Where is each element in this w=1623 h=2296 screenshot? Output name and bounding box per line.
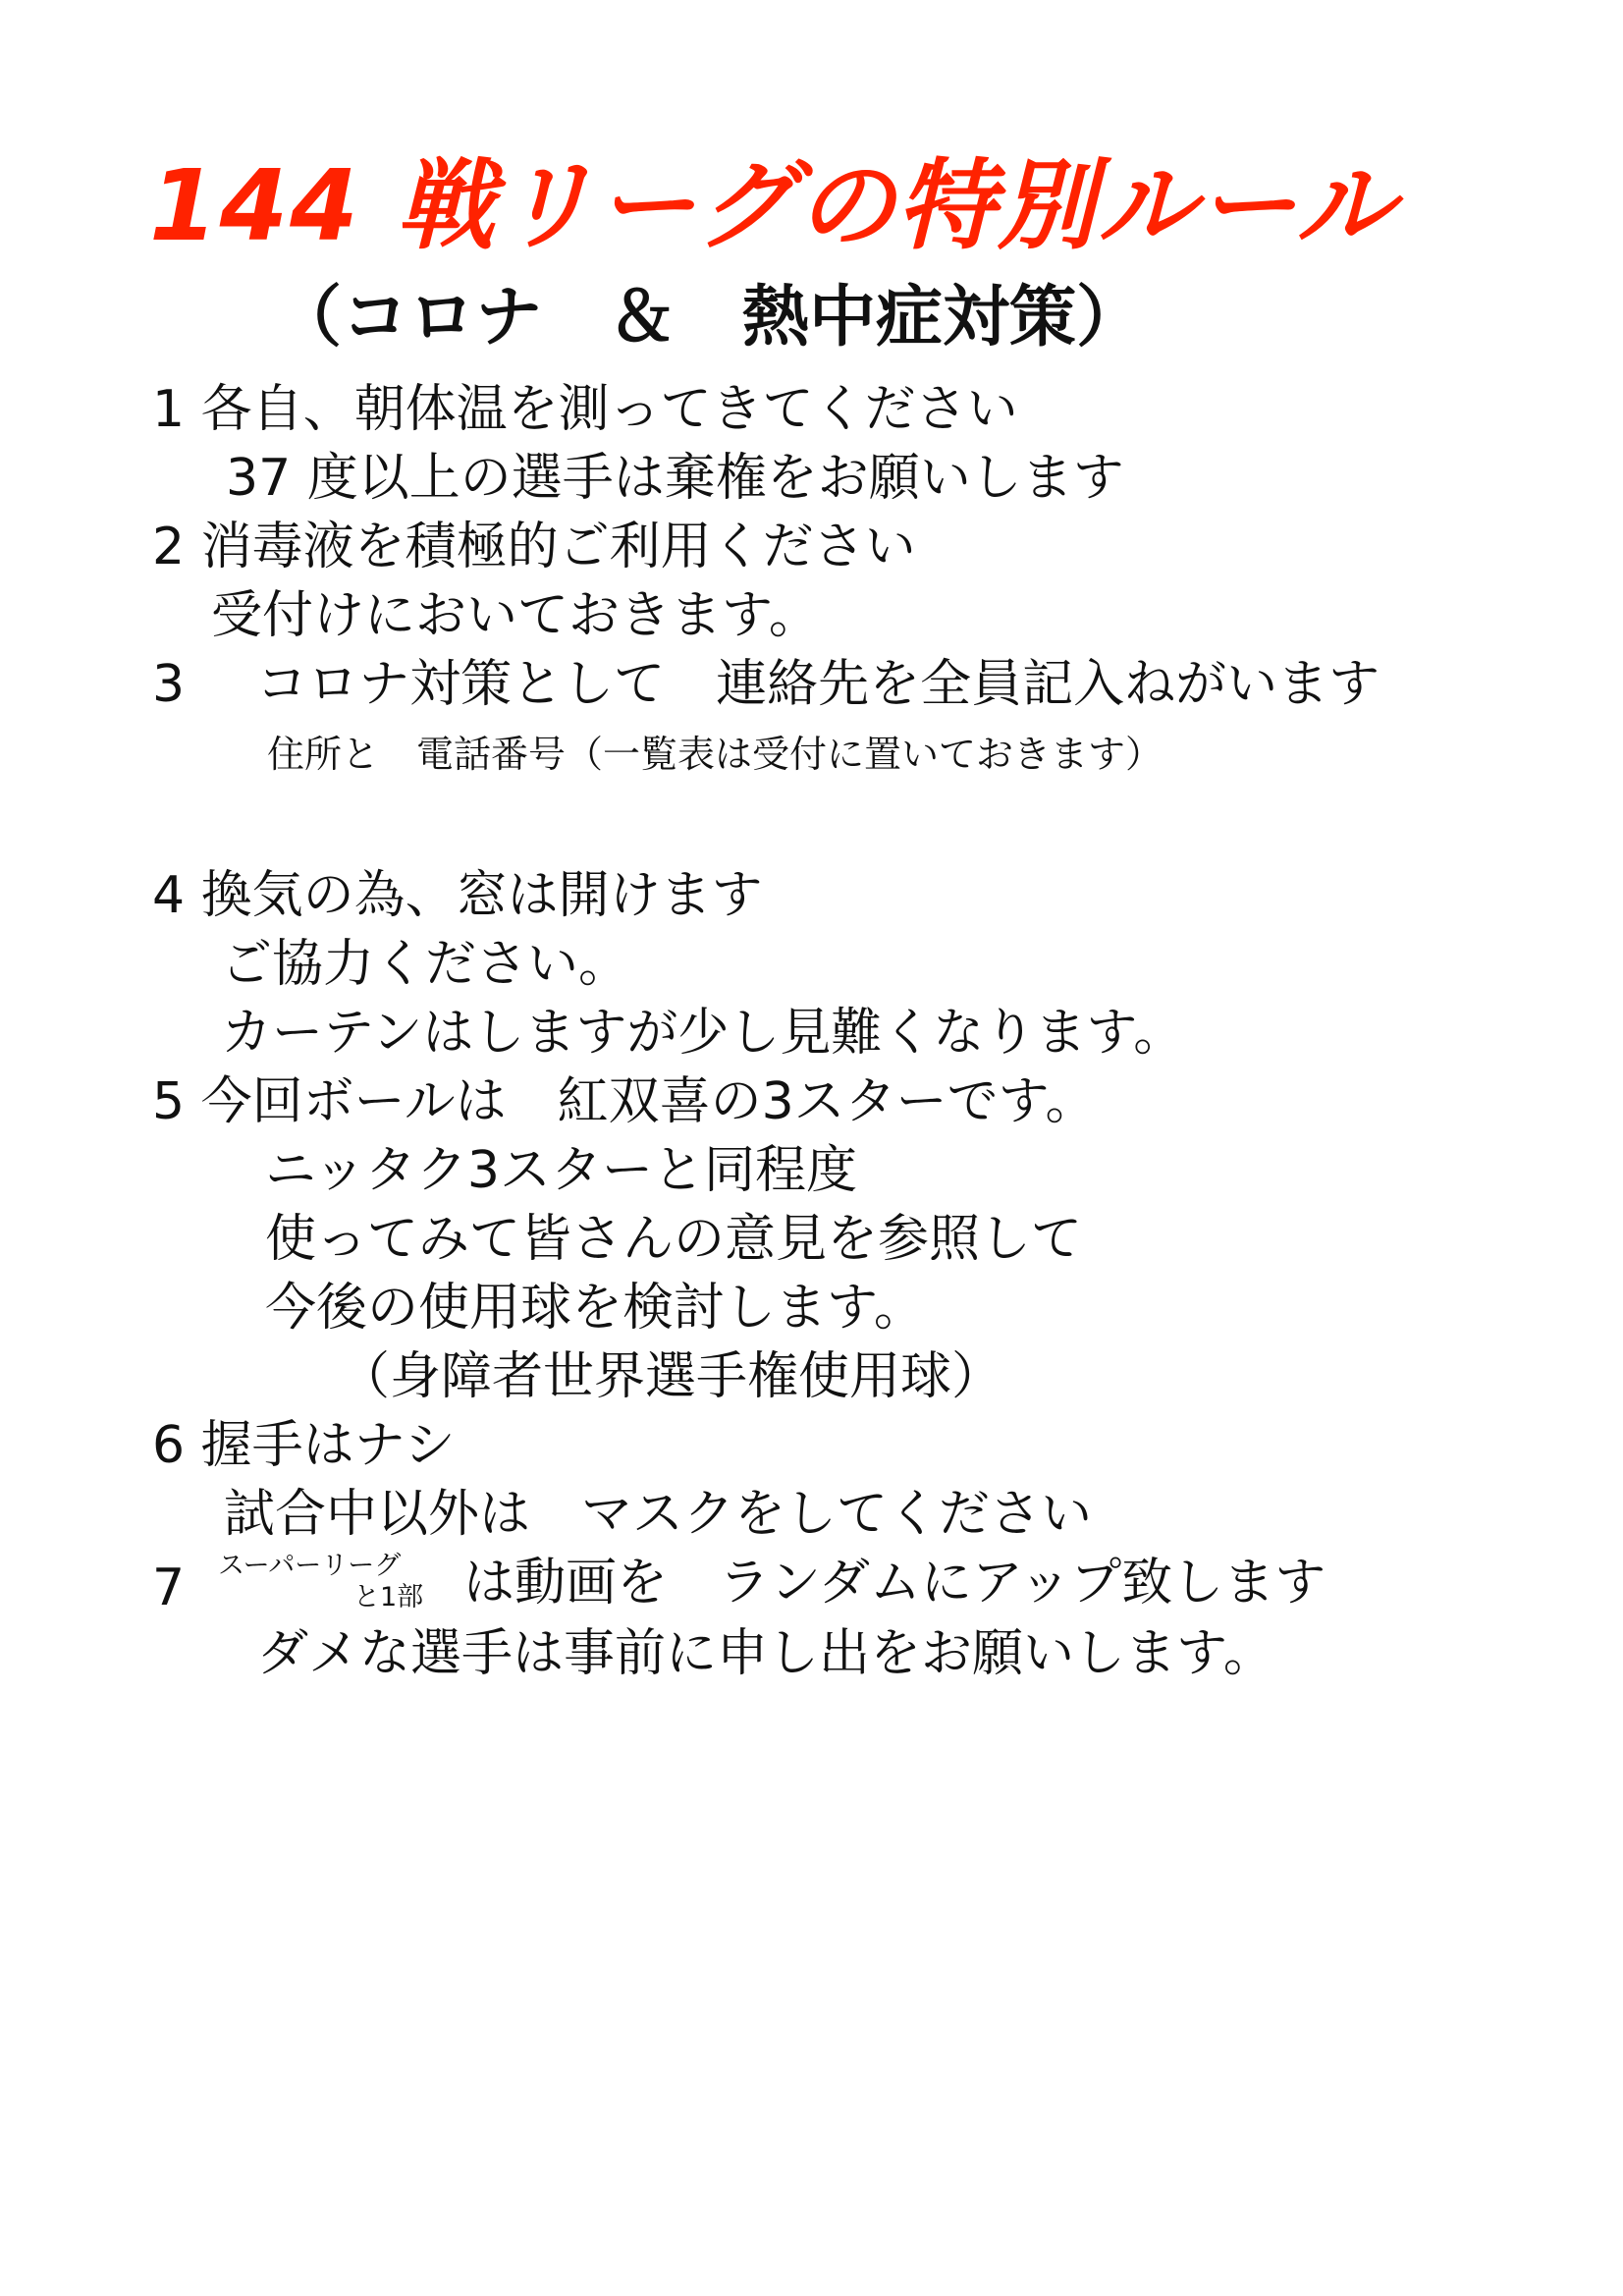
rule-4-sub-1: ご協力ください。 xyxy=(221,935,630,994)
rule-4-sub-2: カーテンはしますが少し見難くなります。 xyxy=(221,1004,1185,1063)
rule-4-number: 4 xyxy=(152,866,186,925)
rule-7-text: は動画を ランダムにアップ致します xyxy=(463,1554,1326,1613)
rule-2-sub: 受付けにおいておきます。 xyxy=(211,586,820,645)
rule-3-sub: 住所と 電話番号（一覧表は受付に置いておきます） xyxy=(267,733,1163,776)
rule-2-number: 2 xyxy=(152,518,186,576)
rule-5-sub-4: （身障者世界選手権使用球） xyxy=(339,1347,1003,1406)
rule-3-text: コロナ対策として 連絡先を全員記入ねがいます xyxy=(256,655,1380,714)
rule-5-number: 5 xyxy=(152,1072,186,1131)
rule-5-sub-1: ニッタク3スターと同程度 xyxy=(265,1141,858,1200)
rule-5-sub-3: 今後の使用球を検討します。 xyxy=(265,1279,925,1338)
page-title: 144 戦リーグの特別ルール xyxy=(149,148,1396,263)
rule-2 xyxy=(152,516,916,578)
rule-5-text: 今回ボールは 紅双喜の3スターです。 xyxy=(200,1072,1097,1131)
rule-6-text: 握手はナシ xyxy=(200,1416,456,1475)
rule-6 xyxy=(152,1414,456,1477)
rule-6-number: 6 xyxy=(152,1416,186,1475)
rule-7-number: 7 xyxy=(152,1558,186,1617)
rule-1-text: 各自、朝体温を測ってきてください xyxy=(200,380,1018,439)
rule-5 xyxy=(152,1070,1097,1133)
rule-3 xyxy=(152,653,1380,716)
rule-2-text: 消毒液を積極的ご利用ください xyxy=(200,518,916,576)
rule-6-sub: 試合中以外は マスクをしてください xyxy=(224,1485,1093,1544)
rule-5-sub-2: 使ってみて皆さんの意見を参照して xyxy=(265,1210,1083,1269)
page-subtitle: （コロナ ＆ 熱中症対策） xyxy=(275,279,1144,356)
rule-7-note-bottom: と1部 xyxy=(353,1582,424,1613)
rule-4 xyxy=(152,864,763,927)
rule-7-sub: ダメな選手は事前に申し出をお願いします。 xyxy=(257,1624,1274,1683)
rule-4-text: 換気の為、窓は開けます xyxy=(200,866,763,925)
rule-3-number: 3 xyxy=(152,655,186,714)
rule-1-sub: 37 度以上の選手は棄権をお願いします xyxy=(226,449,1124,508)
rule-7-note-top: スーパーリーグ xyxy=(218,1551,402,1581)
rule-1 xyxy=(152,378,1018,441)
rule-1-number: 1 xyxy=(152,380,186,439)
